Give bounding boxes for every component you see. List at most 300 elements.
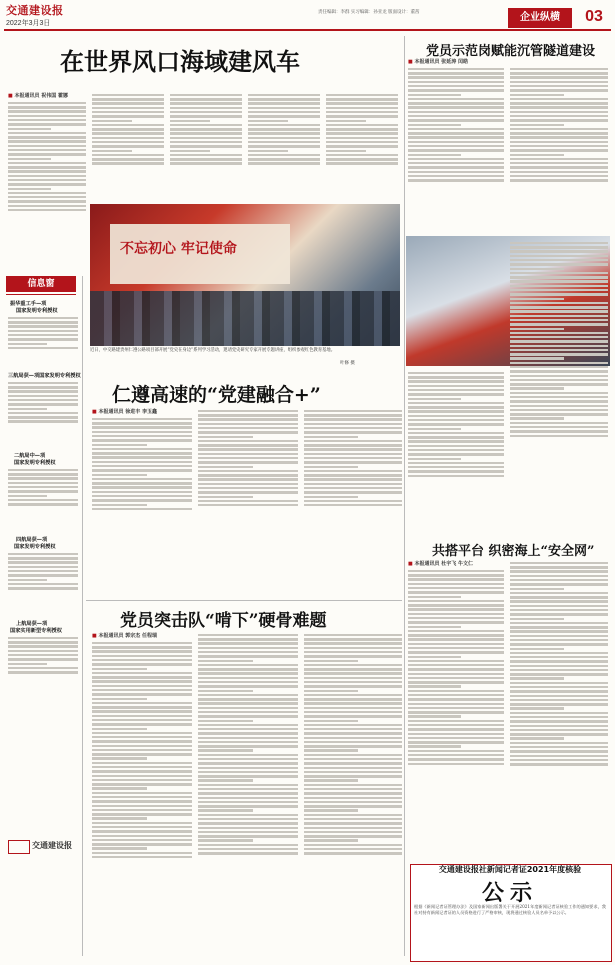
- text-line: [510, 622, 608, 624]
- text-line: [408, 475, 504, 477]
- text-line: [170, 98, 242, 100]
- text-line: [510, 635, 608, 637]
- text-line: [92, 706, 192, 708]
- text-line: [8, 579, 47, 581]
- feature-column-2: [198, 408, 298, 556]
- text-line: [198, 827, 298, 829]
- text-line: [170, 120, 210, 122]
- text-line: [92, 740, 192, 742]
- text-line: [170, 128, 242, 130]
- sidebar-item-title: 二航局中—项: [14, 453, 46, 459]
- text-line: [510, 426, 608, 428]
- text-line: [510, 639, 608, 641]
- text-line: [8, 128, 51, 130]
- text-line: [408, 102, 504, 104]
- text-line: [510, 613, 608, 615]
- text-line: [408, 85, 504, 87]
- sidebar-item-subtitle: 国家发明专利授权: [16, 308, 58, 314]
- text-line: [8, 637, 78, 639]
- text-line: [304, 448, 402, 450]
- text-line: [510, 276, 608, 278]
- text-line: [8, 499, 78, 501]
- text-line: [304, 818, 402, 820]
- text-line: [304, 702, 402, 704]
- text-line: [304, 835, 402, 837]
- text-line: [408, 591, 504, 593]
- text-line: [408, 179, 504, 181]
- text-line: [304, 771, 402, 773]
- text-line: [8, 170, 86, 172]
- text-line: [8, 321, 78, 323]
- text-line: [326, 137, 398, 139]
- text-line: [8, 188, 51, 190]
- text-line: [510, 128, 608, 130]
- text-line: [326, 115, 398, 117]
- text-line: [510, 310, 608, 312]
- text-line: [304, 436, 358, 438]
- text-line: [170, 145, 242, 147]
- text-line: [408, 72, 504, 74]
- sidebar-item-subtitle: 国家发明专利授权: [14, 544, 56, 550]
- text-line: [510, 175, 608, 177]
- text-line: [408, 423, 504, 425]
- text-line: [408, 106, 504, 108]
- text-line: [198, 436, 253, 438]
- text-line: [510, 682, 608, 684]
- text-line: [408, 398, 461, 400]
- paper-logo: 交通建设报: [6, 4, 64, 17]
- text-line: [304, 788, 402, 790]
- text-line: [408, 132, 504, 134]
- text-line: [8, 645, 78, 647]
- text-line: [510, 387, 564, 389]
- sidebar-item-body: [8, 315, 78, 365]
- text-line: [408, 660, 504, 662]
- text-line: [92, 809, 192, 811]
- text-line: [8, 347, 78, 349]
- party-chain-headline: 党员示范岗赋能沉管隧道建设: [426, 44, 596, 59]
- text-line: [92, 847, 147, 849]
- text-line: [304, 491, 402, 493]
- text-line: [304, 737, 402, 739]
- text-line: [92, 474, 147, 476]
- text-line: [510, 302, 608, 304]
- text-line: [408, 715, 461, 717]
- text-line: [408, 111, 504, 113]
- text-line: [510, 716, 608, 718]
- party-chain-byline: ■ 本报通讯员 张延涛 闰皓: [408, 58, 468, 65]
- text-line: [248, 162, 320, 164]
- text-line: [408, 724, 504, 726]
- text-line: [304, 831, 402, 833]
- text-line: [304, 672, 402, 674]
- text-line: [408, 440, 504, 442]
- text-line: [198, 724, 298, 726]
- text-line: [510, 405, 608, 407]
- text-line: [198, 651, 298, 653]
- text-line: [510, 665, 608, 667]
- text-line: [304, 655, 402, 657]
- text-line: [92, 642, 192, 644]
- text-line: [92, 843, 192, 845]
- text-line: [408, 608, 504, 610]
- text-line: [304, 642, 402, 644]
- text-line: [304, 720, 358, 722]
- text-line: [92, 154, 164, 156]
- text-line: [510, 746, 608, 748]
- text-line: [304, 839, 358, 841]
- text-line: [248, 150, 288, 152]
- text-line: [198, 788, 298, 790]
- text-line: [248, 115, 320, 117]
- text-line: [304, 779, 358, 781]
- text-line: [408, 750, 504, 752]
- text-line: [92, 452, 192, 454]
- text-line: [92, 668, 147, 670]
- text-line: [198, 414, 298, 416]
- text-line: [8, 179, 86, 181]
- text-line: [510, 703, 608, 705]
- text-line: [198, 642, 298, 644]
- text-line: [408, 154, 461, 156]
- text-line: [510, 81, 608, 83]
- text-line: [92, 141, 164, 143]
- right-divider: [404, 36, 405, 956]
- text-line: [92, 719, 192, 721]
- text-line: [408, 587, 504, 589]
- text-line: [198, 844, 298, 846]
- text-line: [248, 102, 320, 104]
- text-line: [304, 474, 402, 476]
- text-line: [408, 166, 504, 168]
- text-line: [92, 508, 192, 510]
- text-line: [408, 462, 504, 464]
- sidebar-item-subtitle: 国家实用新型专利授权: [10, 628, 62, 634]
- text-line: [198, 741, 298, 743]
- text-line: [8, 574, 78, 576]
- text-line: [8, 399, 78, 401]
- sidebar-item-title: 上航局获—项: [16, 621, 48, 627]
- text-line: [304, 707, 402, 709]
- text-line: [408, 626, 461, 628]
- text-line: [510, 89, 608, 91]
- text-line: [198, 711, 298, 713]
- text-line: [510, 417, 564, 419]
- text-line: [304, 741, 402, 743]
- text-line: [510, 755, 608, 757]
- text-line: [170, 137, 242, 139]
- text-line: [408, 94, 461, 96]
- text-line: [92, 646, 192, 648]
- text-line: [408, 466, 504, 468]
- text-line: [304, 732, 402, 734]
- sidebar-item-title: 三航局获—项国家发明专利授权: [8, 373, 81, 379]
- text-line: [408, 651, 504, 653]
- text-line: [510, 392, 608, 394]
- text-line: [510, 583, 608, 585]
- text-line: [408, 98, 504, 100]
- text-line: [92, 102, 164, 104]
- text-line: [304, 668, 402, 670]
- text-line: [8, 495, 47, 497]
- text-line: [92, 856, 192, 858]
- text-line: [510, 306, 608, 308]
- text-line: [170, 124, 242, 126]
- text-line: [198, 647, 298, 649]
- text-line: [408, 372, 504, 374]
- text-line: [198, 702, 298, 704]
- text-line: [92, 120, 132, 122]
- text-line: [304, 754, 402, 756]
- sidebar-item-subtitle: 国家发明专利授权: [14, 460, 56, 466]
- text-line: [198, 749, 253, 751]
- text-line: [92, 817, 147, 819]
- text-line: [304, 694, 402, 696]
- text-line: [326, 98, 398, 100]
- text-line: [8, 162, 86, 164]
- text-line: [92, 448, 192, 450]
- text-line: [198, 805, 298, 807]
- text-line: [510, 422, 608, 424]
- text-line: [510, 246, 608, 248]
- text-line: [198, 483, 298, 485]
- text-line: [92, 439, 192, 441]
- text-line: [248, 132, 320, 134]
- text-line: [8, 650, 78, 652]
- text-line: [92, 762, 192, 764]
- text-line: [92, 800, 192, 802]
- text-line: [408, 698, 504, 700]
- text-line: [304, 797, 402, 799]
- breakthrough-column-1: [92, 640, 192, 958]
- text-line: [170, 111, 242, 113]
- text-line: [198, 672, 298, 674]
- safe-column-1: [408, 568, 504, 858]
- text-line: [408, 470, 504, 472]
- text-line: [248, 141, 320, 143]
- photo-crowd: [90, 291, 400, 346]
- text-line: [198, 784, 298, 786]
- text-line: [408, 600, 504, 602]
- text-line: [198, 822, 298, 824]
- text-line: [92, 482, 192, 484]
- text-line: [510, 76, 608, 78]
- sidebar-item-body: [8, 635, 78, 695]
- text-line: [92, 495, 192, 497]
- text-line: [510, 618, 564, 620]
- text-line: [408, 415, 504, 417]
- text-line: [304, 410, 402, 412]
- text-line: [326, 150, 366, 152]
- text-line: [8, 132, 86, 134]
- safe-byline: ■ 本报通讯员 杜宇飞 牛文仁: [408, 560, 473, 567]
- text-line: [510, 759, 608, 761]
- text-line: [510, 720, 608, 722]
- text-line: [408, 76, 504, 78]
- text-line: [8, 102, 86, 104]
- text-line: [92, 770, 192, 772]
- text-line: [92, 107, 164, 109]
- text-line: [8, 671, 78, 673]
- text-line: [198, 707, 298, 709]
- text-line: [198, 715, 298, 717]
- text-line: [408, 453, 504, 455]
- text-line: [8, 119, 86, 121]
- text-line: [8, 408, 47, 410]
- text-line: [408, 149, 504, 151]
- text-line: [304, 500, 402, 502]
- text-line: [170, 154, 242, 156]
- text-line: [198, 728, 298, 730]
- text-line: [198, 797, 298, 799]
- text-line: [92, 745, 192, 747]
- text-line: [408, 634, 504, 636]
- text-line: [408, 733, 504, 735]
- text-line: [510, 119, 608, 121]
- text-line: [408, 449, 504, 451]
- text-line: [510, 750, 608, 752]
- text-line: [510, 319, 608, 321]
- text-line: [304, 414, 402, 416]
- text-line: [8, 482, 78, 484]
- text-line: [304, 478, 402, 480]
- text-line: [198, 423, 298, 425]
- lead-column-2: [92, 92, 164, 200]
- section-banner: 企业纵横: [508, 8, 572, 28]
- text-line: [304, 677, 402, 679]
- masthead-rule: [4, 29, 611, 31]
- text-line: [408, 81, 504, 83]
- text-line: [8, 158, 51, 160]
- text-line: [510, 652, 608, 654]
- text-line: [92, 672, 192, 674]
- text-line: [8, 390, 78, 392]
- text-line: [8, 658, 78, 660]
- text-line: [170, 107, 242, 109]
- text-line: [198, 461, 298, 463]
- text-line: [8, 386, 78, 388]
- text-line: [408, 673, 504, 675]
- qr-label: 交通建设报: [32, 841, 72, 850]
- text-line: [92, 698, 147, 700]
- text-line: [408, 385, 504, 387]
- text-line: [92, 835, 192, 837]
- party-chain-column-3: [510, 240, 608, 530]
- text-line: [198, 496, 253, 498]
- text-line: [304, 728, 402, 730]
- text-line: [8, 205, 86, 207]
- text-line: [408, 389, 504, 391]
- text-line: [510, 85, 608, 87]
- text-line: [326, 132, 398, 134]
- text-line: [198, 809, 253, 811]
- text-line: [510, 673, 608, 675]
- sidebar-rule: [6, 294, 76, 295]
- text-line: [304, 690, 358, 692]
- text-line: [326, 128, 398, 130]
- text-line: [198, 440, 298, 442]
- text-line: [92, 702, 192, 704]
- text-line: [408, 613, 504, 615]
- text-line: [408, 604, 504, 606]
- text-line: [510, 409, 608, 411]
- text-line: [510, 345, 608, 347]
- text-line: [92, 465, 192, 467]
- text-line: [92, 426, 192, 428]
- text-line: [92, 132, 164, 134]
- text-line: [304, 745, 402, 747]
- text-line: [304, 814, 402, 816]
- text-line: [326, 145, 398, 147]
- text-line: [198, 487, 298, 489]
- text-line: [510, 68, 608, 70]
- text-line: [198, 762, 298, 764]
- text-line: [92, 728, 147, 730]
- text-line: [198, 664, 298, 666]
- text-line: [92, 693, 192, 695]
- text-line: [304, 487, 402, 489]
- text-line: [8, 209, 86, 211]
- text-line: [198, 418, 298, 420]
- text-line: [92, 779, 192, 781]
- text-line: [304, 698, 402, 700]
- text-line: [170, 102, 242, 104]
- text-line: [304, 822, 402, 824]
- photo-caption: 近日，中交路建贵州仁遵公路项目部开展“党史在身边”系列学习活动，邀请党史研究专家开展专题讲座，组织参观红色教育基地。: [90, 348, 336, 353]
- text-line: [304, 784, 402, 786]
- text-line: [408, 171, 504, 173]
- text-line: [304, 724, 402, 726]
- text-line: [92, 685, 192, 687]
- text-line: [510, 328, 564, 330]
- text-line: [8, 654, 78, 656]
- text-line: [408, 432, 504, 434]
- text-line: [92, 115, 164, 117]
- text-line: [408, 380, 504, 382]
- text-line: [408, 741, 504, 743]
- text-line: [408, 668, 504, 670]
- text-line: [510, 375, 608, 377]
- text-line: [198, 690, 253, 692]
- safe-headline: 共搭平台 织密海上“安全网”: [432, 544, 595, 559]
- text-line: [198, 775, 298, 777]
- text-line: [304, 444, 402, 446]
- notice-title: 交通建设报社新闻记者证2021年度核验: [438, 865, 582, 874]
- lead-byline: ■ 本报通讯员 祝伟国 霍娜: [8, 92, 68, 99]
- text-line: [8, 557, 78, 559]
- text-line: [304, 762, 402, 764]
- text-line: [408, 162, 504, 164]
- text-line: [408, 596, 461, 598]
- text-line: [408, 570, 504, 572]
- text-line: [92, 749, 192, 751]
- text-line: [248, 120, 288, 122]
- text-line: [198, 767, 298, 769]
- text-line: [510, 315, 608, 317]
- text-line: [92, 98, 164, 100]
- text-line: [8, 149, 86, 151]
- text-line: [510, 712, 608, 714]
- text-line: [510, 656, 608, 658]
- text-line: [510, 149, 608, 151]
- text-line: [510, 575, 608, 577]
- text-line: [408, 436, 504, 438]
- text-line: [510, 677, 564, 679]
- text-line: [510, 648, 564, 650]
- page-number: 03: [585, 8, 603, 25]
- text-line: [304, 466, 358, 468]
- text-line: [510, 106, 608, 108]
